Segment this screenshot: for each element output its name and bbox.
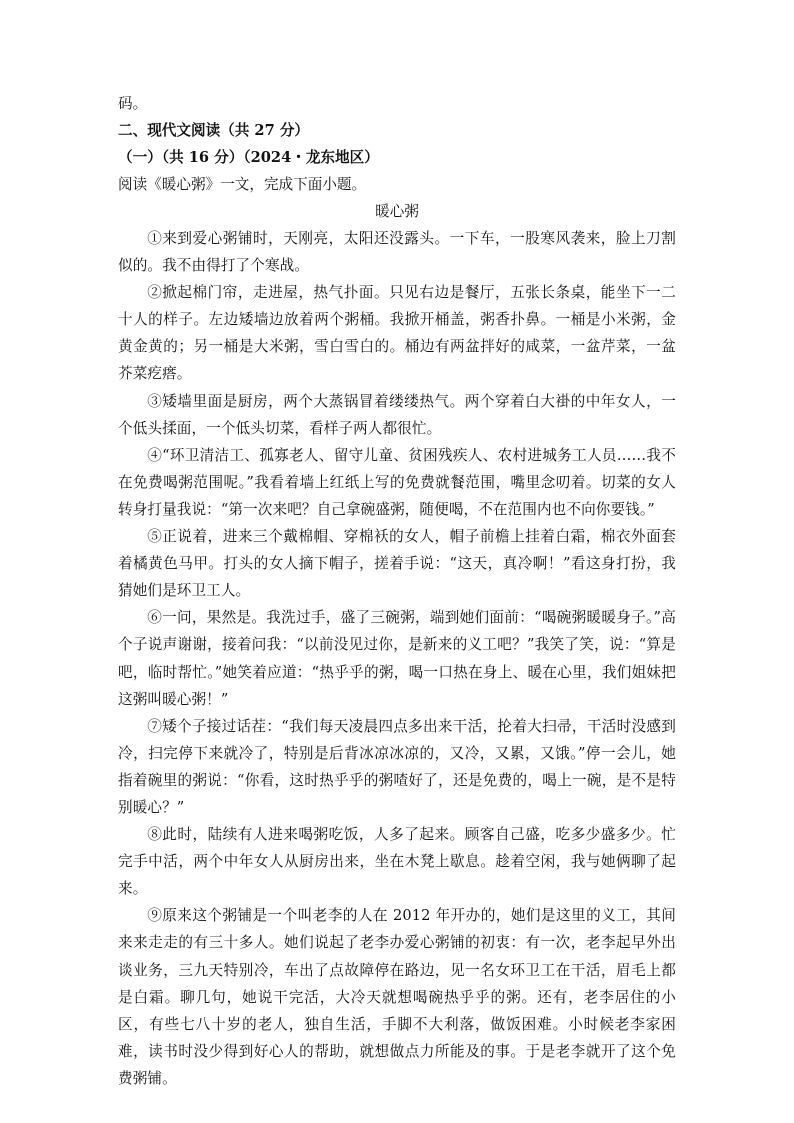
section-heading: 二、现代文阅读（共 27 分） (118, 122, 310, 139)
paragraph-4: ④“环卫清洁工、孤寡老人、留守儿童、贫困残疾人、农村进城务工人员……我不在免费喝粥范围呢。”我看着墙上红纸上写的免费就餐范围，嘴里念叨着。切菜的女人转身打量我说：“第一次来吧？自己拿碗盛粥，随便喝，不在范围内也不向你要钱。” (118, 446, 676, 518)
article-title: 暖心粥 (375, 203, 419, 220)
header-fragment: 码。 (118, 95, 148, 112)
paragraph-2: ②掀起棉门帘，走进屋，热气扑面。只见右边是餐厅，五张长条桌，能坐下一二十人的样子。左边矮墙边放着两个粥桶。我掀开桶盖，粥香扑鼻。一桶是小米粥，金黄金黄的；另一桶是大米粥，雪白雪白的。桶边有两盆拌好的咸菜，一盆芹菜，一盆芥菜疙瘩。 (118, 284, 676, 383)
paragraph-8: ⑧此时，陆续有人进来喝粥吃饭，人多了起来。顾客自己盛，吃多少盛多少。忙完手中活，两个中年女人从厨房出来，坐在木凳上歇息。趁着空闲，我与她俩聊了起来。 (118, 826, 676, 898)
paragraph-9: ⑨原来这个粥铺是一个叫老李的人在 2012 年开办的，她们是这里的义工，其间来来走走的有三十多人。她们说起了老李办爱心粥铺的初衷：有一次，老李起早外出谈业务，三九天特别冷，车出了点故障停在路边，见一名女环卫工在干活，眉毛上都是白霜。聊几句，她说干完活，大冷天就想喝碗热乎乎的粥。还有，老李居住的小区，有些七八十岁的老人，独自生活，手脚不大利落，做饭困难。小时候老李家困难，读书时没少得到好心人的帮助，就想做点力所能及的事。于是老李就开了这个免费粥铺。 (118, 907, 676, 1087)
paragraph-7: ⑦矮个子接过话茬：“我们每天凌晨四点多出来干活，抡着大扫帚，干活时没感到冷，扫完停下来就冷了，特别是后背冰凉冰凉的，又冷，又累，又饿。”停一会儿，她指着碗里的粥说：“你看，这时热乎乎的粥喳好了，还是免费的，喝上一碗，是不是特别暖心？” (118, 717, 676, 816)
paragraph-5: ⑤正说着，进来三个戴棉帽、穿棉袄的女人，帽子前檐上挂着白霜，棉衣外面套着橘黄色马甲。打头的女人摘下帽子，搓着手说：“这天，真冷啊！”看这身打扮，我猜她们是环卫工人。 (118, 528, 676, 600)
paragraph-3: ③矮墙里面是厨房，两个大蒸锅冒着缕缕热气。两个穿着白大褂的中年女人，一个低头揉面，一个低头切菜，看样子两人都很忙。 (118, 392, 676, 437)
reading-instruction: 阅读《暖心粥》一文，完成下面小题。 (118, 176, 367, 193)
document-page (118, 90, 676, 1092)
paragraph-1: ①来到爱心粥铺时，天刚亮，太阳还没露头。一下车，一股寒风袭来，脸上刀割似的。我不由得打了个寒战。 (118, 230, 676, 275)
subsection-heading: （一）（共 16 分）（2024・龙东地区） (118, 149, 379, 166)
paragraph-6: ⑥一问，果然是。我洗过手，盛了三碗粥，端到她们面前：“喝碗粥暖暖身子。”高个子说声谢谢，接着问我：“以前没见过你，是新来的义工吧？”我笑了笑，说：“算是吧，临时帮忙。”她笑着应道：“热乎乎的粥，喝一口热在身上、暖在心里，我们姐妹把这粥叫暖心粥！” (118, 609, 676, 708)
